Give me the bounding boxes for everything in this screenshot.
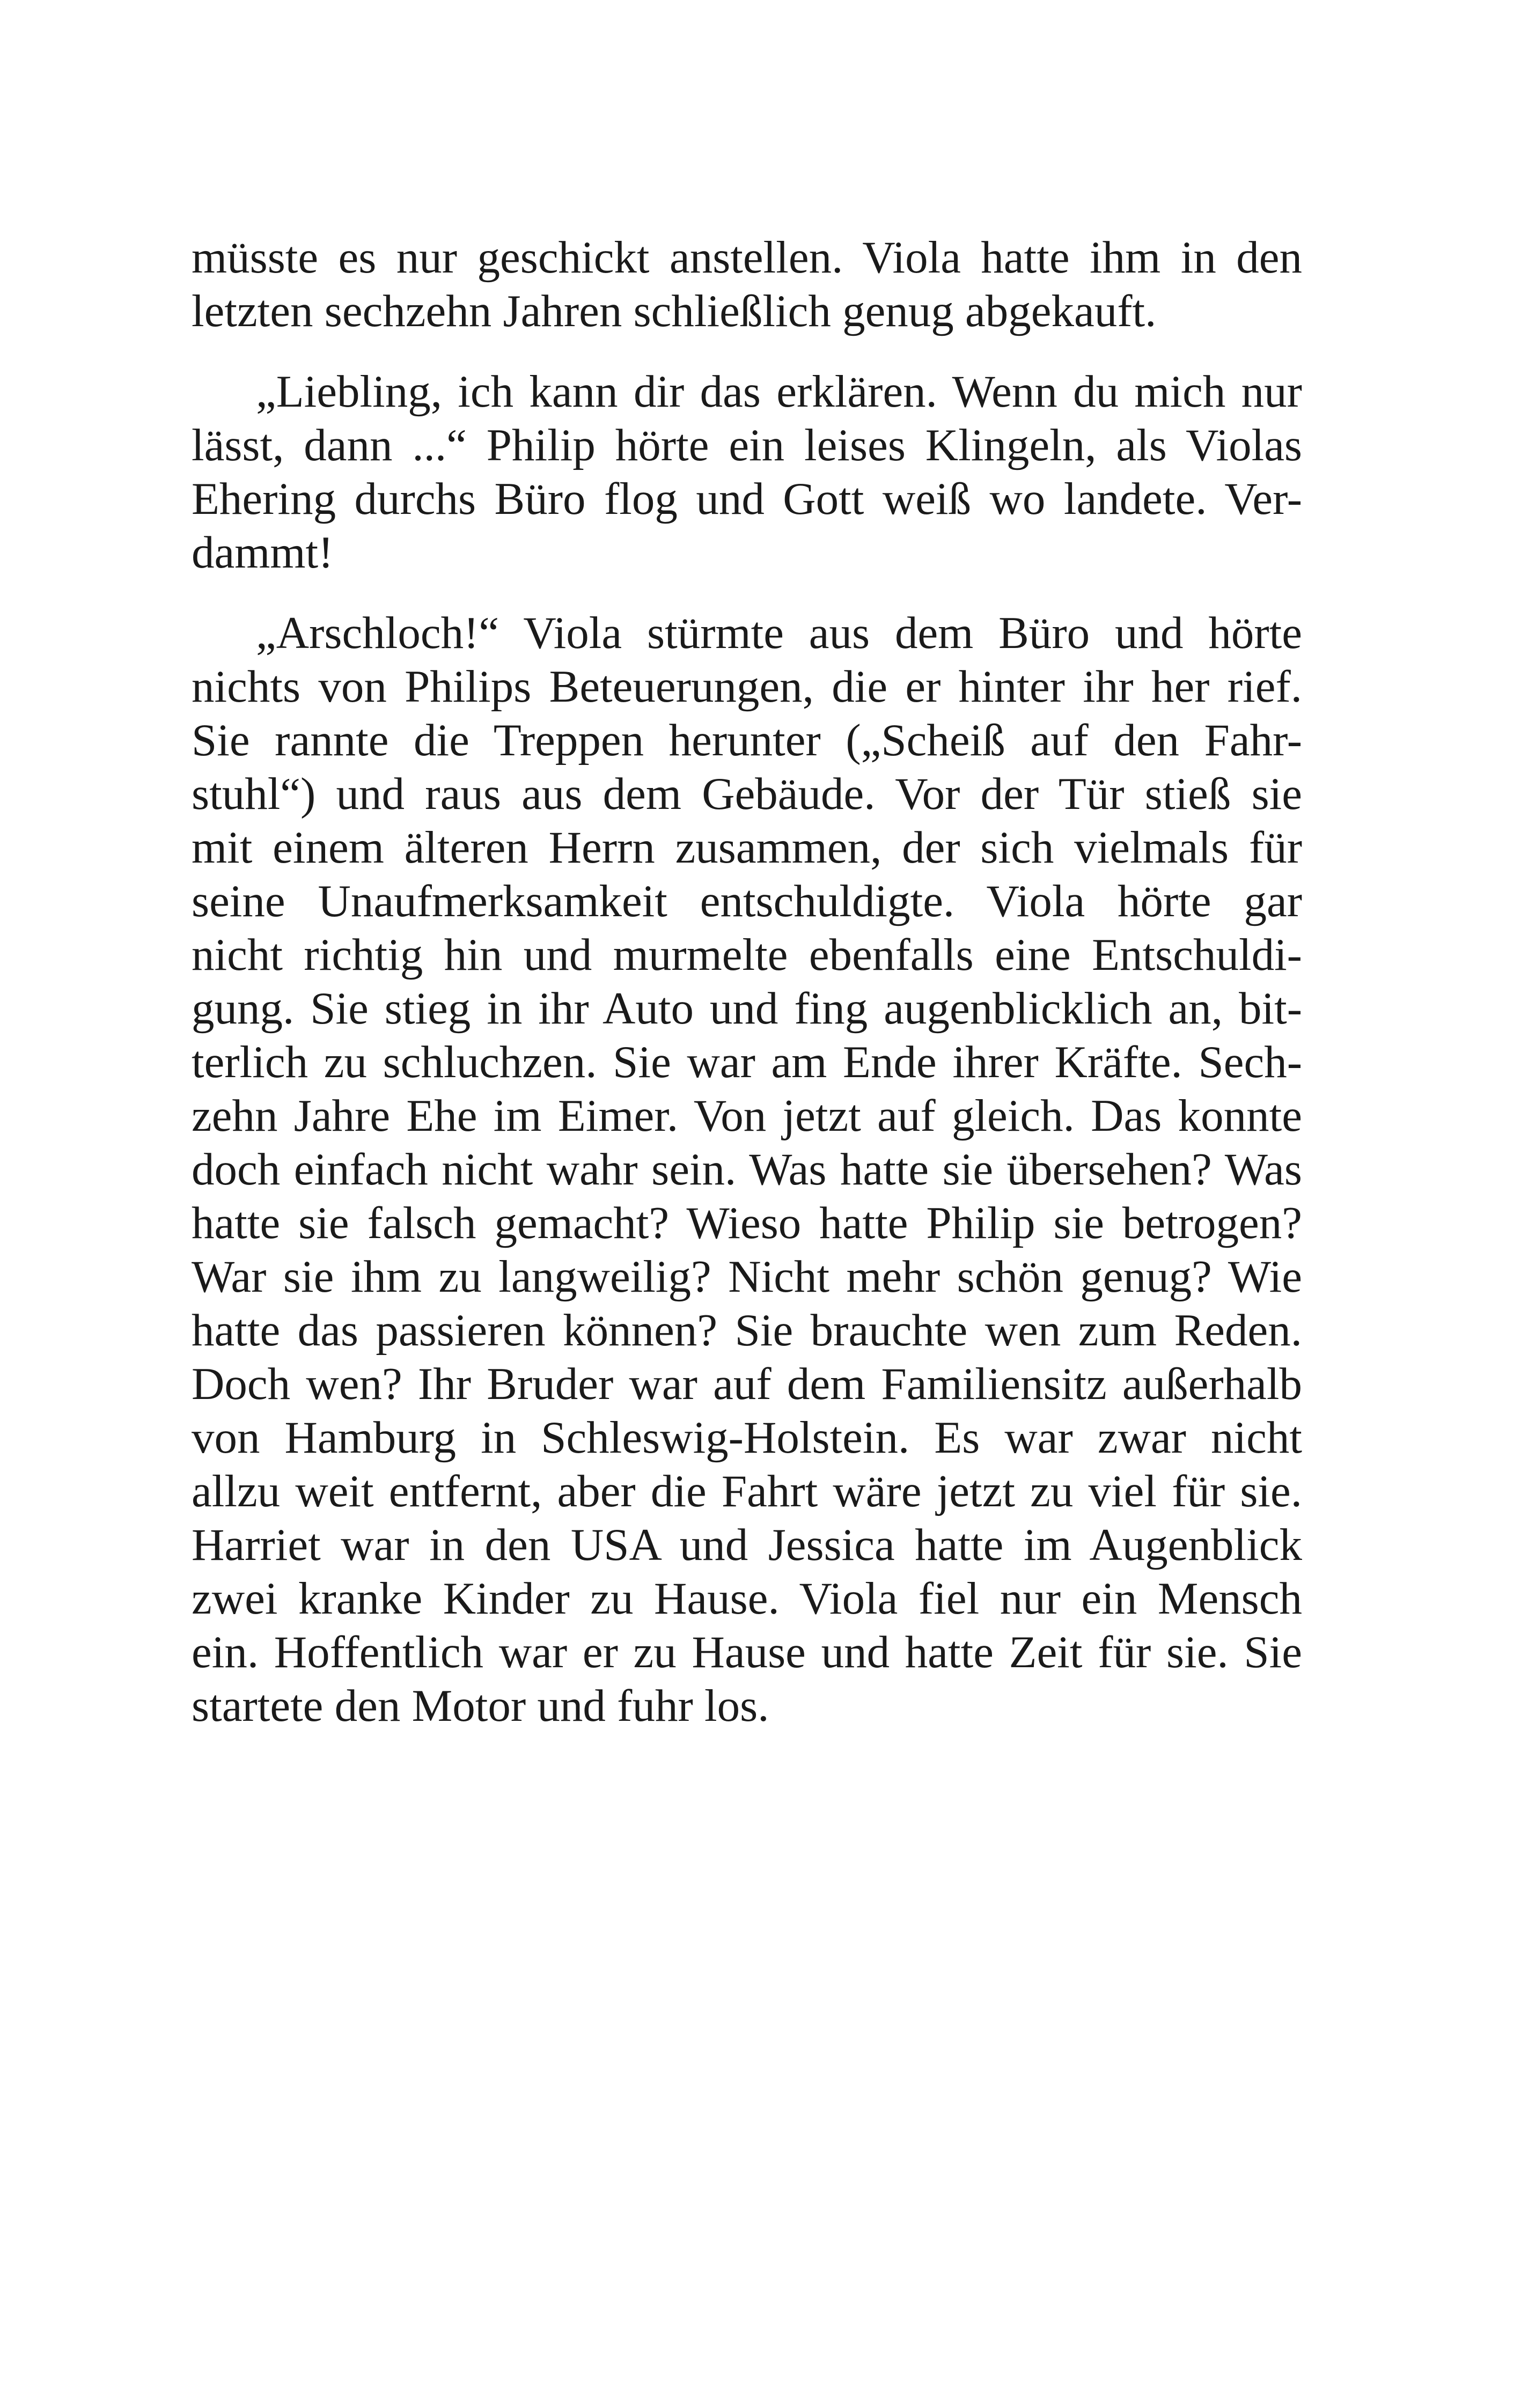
text-line: terlich zu schluchzen. Sie war am Ende ihrer Kräfte. Sech- — [192, 1037, 1302, 1087]
paragraph-1 — [192, 231, 1302, 338]
body-text — [192, 231, 1302, 1733]
text-line: Doch wen? Ihr Bruder war auf dem Familiensitz außerhalb — [192, 1359, 1302, 1409]
text-line: allzu weit entfernt, aber die Fahrt wäre jetzt zu viel für sie. — [192, 1466, 1302, 1516]
text-line: seine Unaufmerksamkeit entschuldigte. Viola hörte gar — [192, 876, 1302, 926]
text-line: hatte das passieren können? Sie brauchte wen zum Reden. — [192, 1305, 1302, 1356]
text-line: dammt! — [192, 527, 334, 578]
text-line: letzten sechzehn Jahren schließlich genug abgekauft. — [192, 286, 1157, 336]
text-line: nichts von Philips Beteuerungen, die er hinter ihr her rief. — [192, 661, 1302, 712]
text-line: Ehering durchs Büro flog und Gott weiß wo landete. Ver- — [192, 474, 1302, 524]
text-line: stuhl“) und raus aus dem Gebäude. Vor der Tür stieß sie — [192, 769, 1302, 819]
text-line: „Liebling, ich kann dir das erklären. Wenn du mich nur — [256, 366, 1302, 417]
text-line: lässt, dann ...“ Philip hörte ein leises Klingeln, als Violas — [192, 420, 1302, 470]
text-line: doch einfach nicht wahr sein. Was hatte sie übersehen? Was — [192, 1144, 1302, 1195]
text-line: von Hamburg in Schleswig-Holstein. Es war zwar nicht — [192, 1412, 1302, 1463]
text-line: Harriet war in den USA und Jessica hatte im Augenblick — [192, 1520, 1302, 1570]
paragraph-2 — [192, 365, 1302, 579]
text-line: hatte sie falsch gemacht? Wieso hatte Philip sie betrogen? — [192, 1198, 1302, 1248]
text-line: zehn Jahre Ehe im Eimer. Von jetzt auf gleich. Das konnte — [192, 1091, 1302, 1141]
text-line: gung. Sie stieg in ihr Auto und fing augenblicklich an, bit- — [192, 983, 1302, 1034]
text-line: zwei kranke Kinder zu Hause. Viola fiel nur ein Mensch — [192, 1573, 1302, 1624]
text-line: War sie ihm zu langweilig? Nicht mehr schön genug? Wie — [192, 1251, 1302, 1302]
text-line: müsste es nur geschickt anstellen. Viola hatte ihm in den — [192, 232, 1302, 283]
text-line: startete den Motor und fuhr los. — [192, 1681, 769, 1731]
text-line: ein. Hoffentlich war er zu Hause und hatte Zeit für sie. Sie — [192, 1627, 1302, 1677]
text-line: nicht richtig hin und murmelte ebenfalls eine Entschuldi- — [192, 930, 1302, 980]
text-line: „Arschloch!“ Viola stürmte aus dem Büro und hörte — [256, 608, 1302, 658]
paragraph-3 — [192, 606, 1302, 1733]
text-line: mit einem älteren Herrn zusammen, der sich vielmals für — [192, 822, 1302, 873]
text-line: Sie rannte die Treppen herunter („Scheiß auf den Fahr- — [192, 715, 1302, 765]
